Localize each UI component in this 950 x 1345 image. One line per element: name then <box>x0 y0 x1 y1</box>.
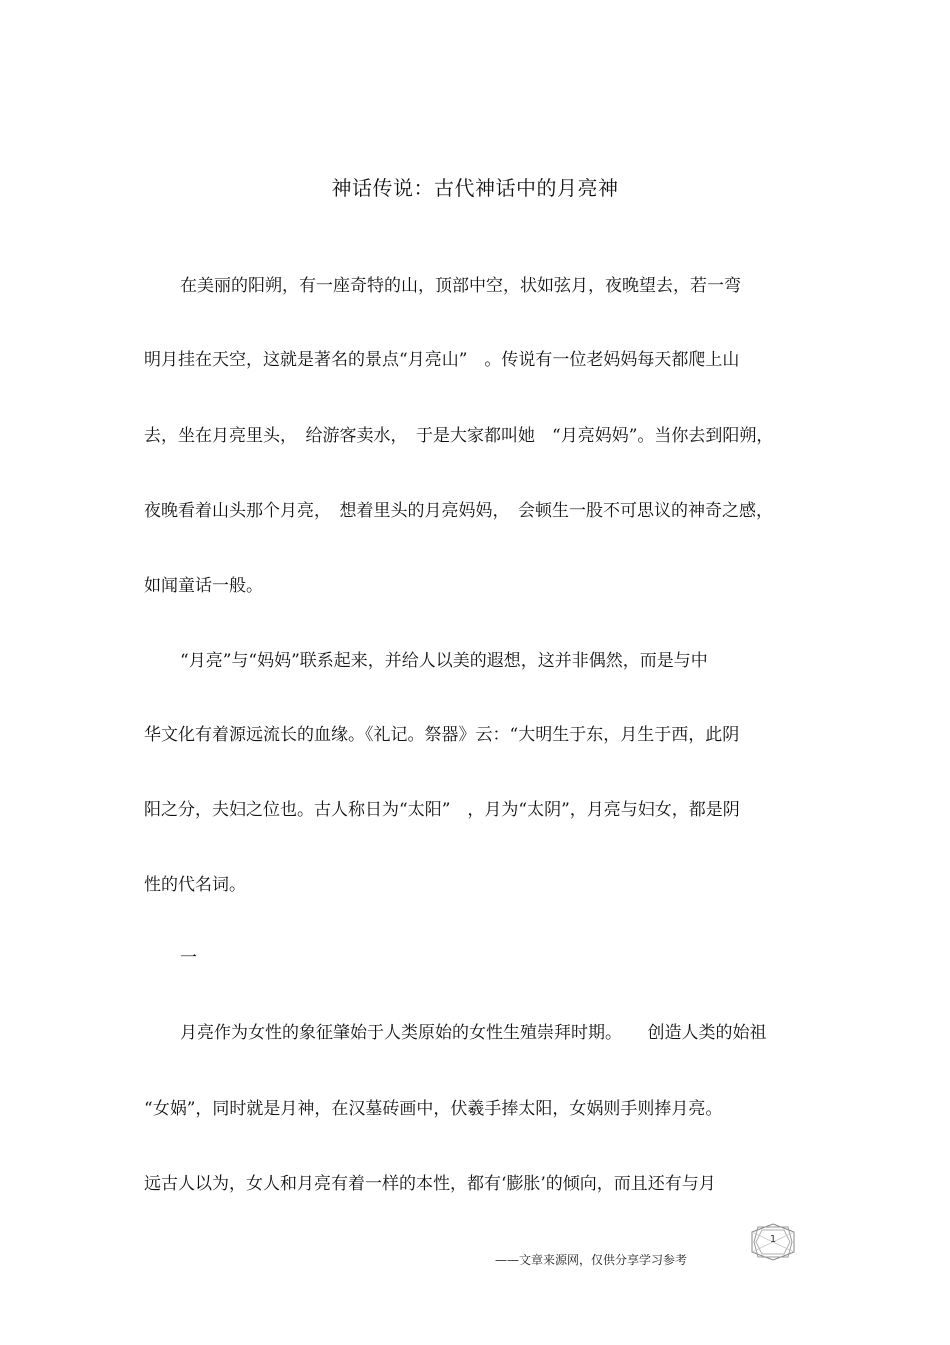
document-title: 神话传说：古代神话中的月亮神 <box>331 176 619 200</box>
paragraph-line: 月亮作为女性的象征肇始于人类原始的女性生殖崇拜时期。 创造人类的始祖 <box>180 1023 767 1043</box>
paragraph-line: 夜晚看着山头那个月亮， 想着里头的月亮妈妈， 会顿生一股不可思议的神奇之感， <box>144 501 773 521</box>
page-number: 1 <box>769 1234 777 1245</box>
footer-note: ——文章来源网，仅供分享学习参考 <box>495 1253 688 1267</box>
paragraph-line: 去，坐在月亮里头， 给游客卖水， 于是大家都叫她 “月亮妈妈”。当你去到阳朔， <box>144 426 774 446</box>
paragraph-line: 阳之分，夫妇之位也。古人称日为“太阳” ，月为“太阴”，月亮与妇女，都是阴 <box>144 800 740 820</box>
paragraph-line: “月亮”与“妈妈”联系起来，并给人以美的遐想，这并非偶然，而是与中 <box>180 651 708 671</box>
section-number: 一 <box>180 948 197 968</box>
paragraph-line: 远古人以为，女人和月亮有着一样的本性，都有‘膨胀’的倾向，而且还有与月 <box>144 1174 716 1194</box>
paragraph-line: “女娲”，同时就是月神，在汉墓砖画中，伏羲手捧太阳，女娲则手则捧月亮。 <box>144 1099 723 1119</box>
paragraph-line: 在美丽的阳朔，有一座奇特的山，顶部中空，状如弦月，夜晚望去，若一弯 <box>180 276 741 296</box>
paragraph-line: 性的代名词。 <box>144 875 246 895</box>
paragraph-line: 明月挂在天空，这就是著名的景点“月亮山” 。传说有一位老妈妈每天都爬上山 <box>144 350 740 370</box>
paragraph-line: 如闻童话一般。 <box>144 576 263 596</box>
paragraph-line: 华文化有着源远流长的血缘。《礼记。祭器》云：“大明生于东，月生于西，此阴 <box>144 725 740 745</box>
